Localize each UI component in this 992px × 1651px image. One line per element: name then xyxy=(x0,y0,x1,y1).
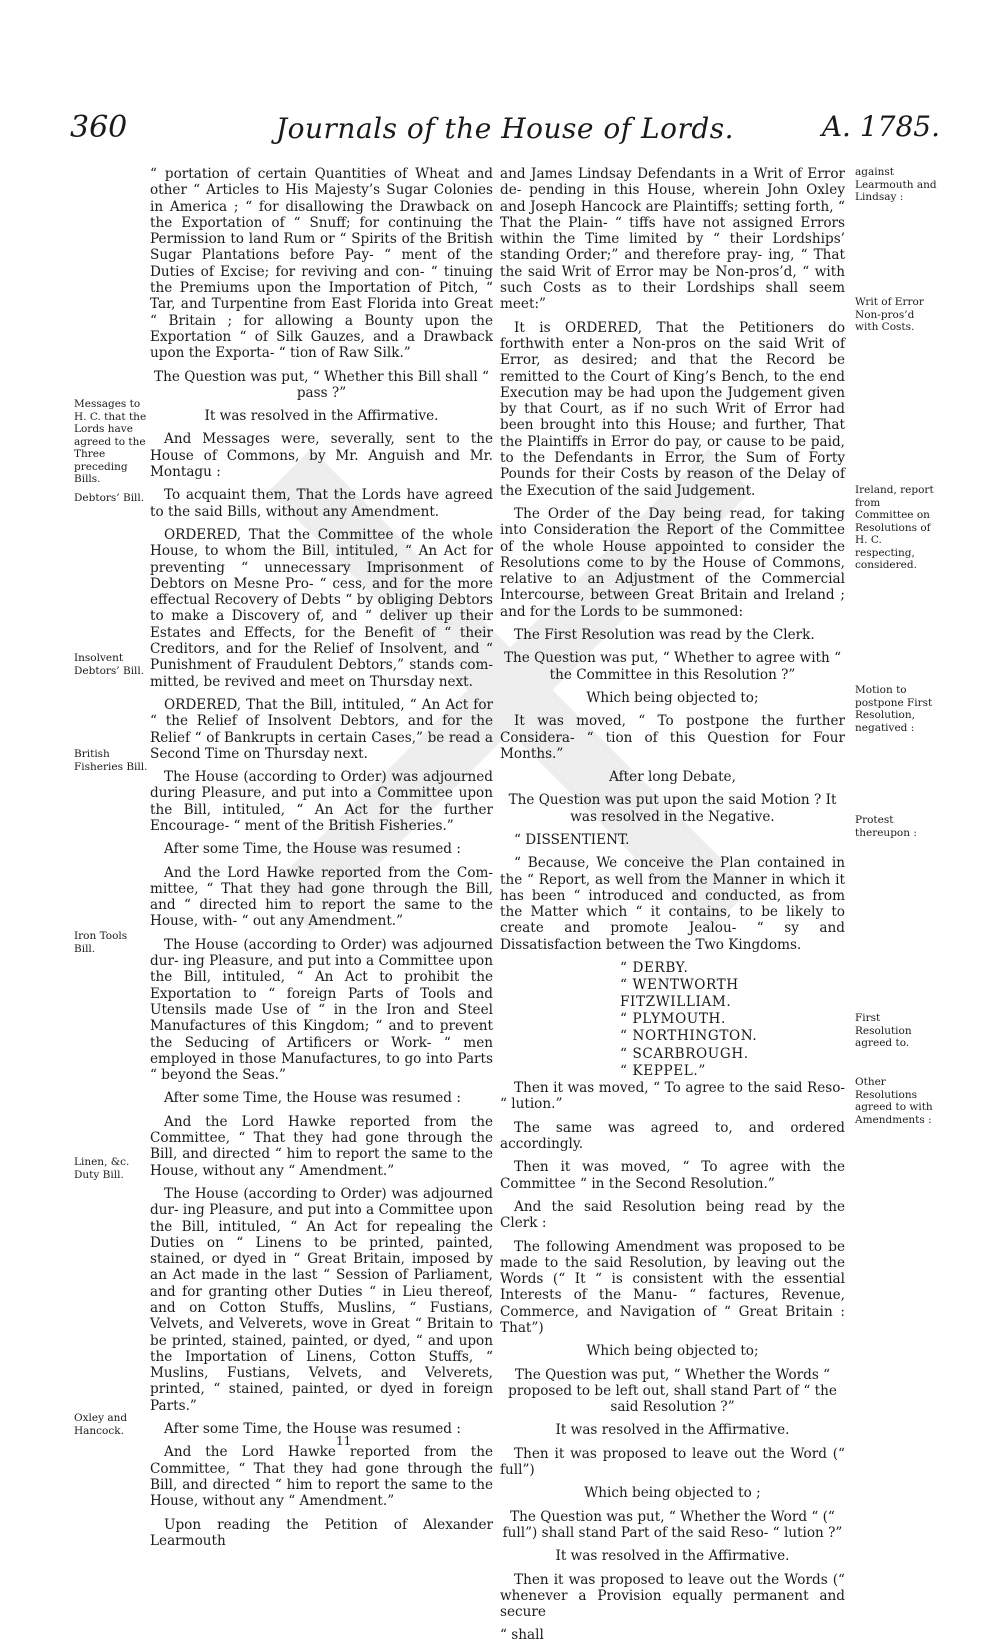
right-column-paragraph: “ DISSENTIENT. xyxy=(514,831,630,848)
right-column-paragraph: Which being objected to; xyxy=(586,1343,759,1360)
right-column-paragraph: “ shall xyxy=(500,1627,544,1644)
right-column-paragraph: The Question was put, “ Whether the Word “ (“ full”) shall stand Part of the said Reso- “ lution ?” xyxy=(502,1508,843,1541)
right-column-paragraph: And the said Resolution being read by the Clerk : xyxy=(500,1198,845,1232)
margin-note: Insolvent Debtors’ Bill. xyxy=(74,652,145,677)
right-column-paragraph: The Question was put upon the said Motion ? It was resolved in the Negative. xyxy=(508,792,837,825)
margin-note: British Fisheries Bill. xyxy=(74,748,148,773)
right-column-paragraph: The same was agreed to, and ordered accordingly. xyxy=(500,1119,845,1153)
right-column-paragraph: Then it was moved, “ To agree with the Committee “ in the Second Resolution.” xyxy=(500,1159,845,1192)
left-column-paragraph: “ portation of certain Quantities of Wheat and other “ Articles to His Majesty’s Sugar Colonies in America ; “ for disallowing the Drawback on the Exportation of “ Snuff; for continuing the Permission to land Rum or “ Spirits of the British Sugar Plantations before Pay- “ ment of the Duties of Excise; for reviving and con- “ tinuing the Premiums upon the Importation of Pitch, “ Tar, and Turpentine from East Florida into Great “ Britain ; for allowing a Bounty upon the Exportation “ of Silk Gauzes, and a Drawback upon the Exporta- “ tion of Raw Silk.” xyxy=(150,166,493,362)
right-column-paragraph: It is ORDERED, That the Petitioners do forthwith enter a Non-pros on the said Writ of Error, as desired; and that the Record be remitted to the Court of King’s Bench, to the end Execution may be had upon the Judgement given by that Court, as if no such Writ of Error had been brought into this House; and further, That the Plaintiffs in Error do pay, or cause to be paid, to the Defendants in Error, the Sum of Forty Pounds for their Costs by reason of the Delay of the Execution of the said Judgement. xyxy=(500,319,845,499)
margin-note: Ireland, report from Committee on Resolutions of H. C. respecting, considered. xyxy=(855,484,934,571)
left-column xyxy=(150,166,493,1556)
margin-note: Protest thereupon : xyxy=(855,814,917,839)
margin-note: Motion to postpone First Resolution, negatived : xyxy=(855,684,933,734)
right-column-paragraph: The Question was put, “ Whether the Words “ proposed to be left out, shall stand Part of “ the said Resolution ?” xyxy=(508,1366,837,1416)
right-column-paragraph: The following Amendment was proposed to be made to the said Resolution, by leaving out the Words (“ It “ is consistent with the essential Interests of the Manu- “ factures, Revenue, Commerce, and Navigation of “ Great Britain : That”) xyxy=(500,1238,845,1336)
printer-signature-mark: 11 xyxy=(336,1434,352,1448)
left-column-paragraph: To acquaint them, That the Lords have agreed to the said Bills, without any Amendment. xyxy=(150,487,493,520)
left-column-paragraph: The Question was put, “ Whether this Bill shall “ pass ?” xyxy=(154,368,489,401)
margin-note: Messages to H. C. that the Lords have agreed to the Three preceding Bills. xyxy=(74,398,147,485)
left-column-paragraph: And the Lord Hawke reported from the Committee, “ That they had gone through the Bill, and directed “ him to report the same to the House, without any “ Amendment.” xyxy=(150,1444,493,1510)
running-header xyxy=(70,108,940,152)
right-column-paragraph: Which being objected to; xyxy=(586,689,759,706)
left-column-paragraph: ORDERED, That the Committee of the whole House, to whom the Bill, intituled, “ An Act for preventing “ unnecessary Imprisonment of Debtors on Mesne Pro- “ cess, and for the more effectual Recovery of Debts “ by obliging Debtors to make a Discovery of, and “ deliver up their Estates and Effects, for the Benefit of “ their Creditors, and for the Relief of Insolvent, and “ Punishment of Fraudulent Debtors,” stands com- mitted, be revived and meet on Thursday next. xyxy=(150,526,493,690)
right-column-paragraph: The Question was put, “ Whether to agree with “ the Committee in this Resolution ?” xyxy=(503,650,842,683)
left-column-paragraph: And the Lord Hawke reported from the Com- mittee, “ That they had gone through the Bill, and “ directed him to report the same to the House, with- “ out any Amendment.” xyxy=(150,864,493,930)
page-number: 360 xyxy=(70,110,128,145)
year-mark: A. 1785. xyxy=(821,110,940,143)
right-column-paragraph: and James Lindsay Defendants in a Writ of Error de- pending in this House, wherein John Oxley and Joseph Hancock are Plaintiffs; setting forth, “ That the Plain- “ tiffs have not assigned Errors within the Time limited by “ their Lordships’ standing Order;” and therefore pray- ing, “ That the said Writ of Error may be Non-pros’d, “ with such Costs as to their Lordships shall seem meet:” xyxy=(500,166,845,313)
right-column-paragraph: “ WENTWORTH FITZWILLIAM. xyxy=(620,977,739,1010)
right-column-paragraph: Then it was proposed to leave out the Word (“ full”) xyxy=(500,1445,845,1479)
right-column-paragraph: It was resolved in the Affirmative. xyxy=(555,1548,790,1565)
left-column-paragraph: After some Time, the House was resumed : xyxy=(164,1421,461,1438)
left-column-paragraph: It was resolved in the Affirmative. xyxy=(204,408,439,425)
right-column-paragraph: “ DERBY. xyxy=(620,960,689,977)
left-column-paragraph: And Messages were, severally, sent to the House of Commons, by Mr. Anguish and Mr. Montagu : xyxy=(150,431,493,481)
right-column-paragraph: “ SCARBROUGH. xyxy=(620,1045,749,1062)
right-column-paragraph: “ KEPPEL.” xyxy=(620,1062,706,1079)
left-column-paragraph: The House (according to Order) was adjourned during Pleasure, and put into a Committee upon the Bill, intituled, “ An Act for the further Encourage- “ ment of the British Fisheries.” xyxy=(150,769,493,834)
right-column-paragraph: Which being objected to ; xyxy=(584,1485,761,1502)
left-column-paragraph: The House (according to Order) was adjourned dur- ing Pleasure, and put into a Committee upon the Bill, intituled, “ An Act to prohibit the Exportation to “ foreign Parts of Tools and Utensils made Use of “ in the Iron and Steel Manufactures of this Kingdom; “ and to prevent the Seducing of Artificers or Work- “ men employed in those Manufactures, to go into Parts “ beyond the Seas.” xyxy=(150,936,493,1084)
margin-note: Other Resolutions agreed to with Amendments : xyxy=(855,1076,933,1126)
margin-note: Iron Tools Bill. xyxy=(74,930,128,955)
margin-note: Linen, &c. Duty Bill. xyxy=(74,1156,130,1181)
margin-note: Oxley and Hancock. xyxy=(74,1412,128,1437)
margin-note: First Resolution agreed to. xyxy=(855,1012,912,1049)
margin-note: Debtors’ Bill. xyxy=(74,492,145,504)
right-column-paragraph: The Order of the Day being read, for taking into Consideration the Report of the Committee of the whole House appointed to consider the Resolutions come to by the House of Commons, relative to an Adjustment of the Commercial Intercourse, between Great Britain and Ireland ; and for the Lords to be summoned: xyxy=(500,505,845,620)
left-column-paragraph: Upon reading the Petition of Alexander Learmouth xyxy=(150,1516,493,1549)
right-column-paragraph: The First Resolution was read by the Clerk. xyxy=(514,627,815,644)
right-column-paragraph: After long Debate, xyxy=(609,769,736,786)
right-column-paragraph: Then it was moved, “ To agree to the said Reso- “ lution.” xyxy=(500,1080,845,1113)
left-column-paragraph: ORDERED, That the Bill, intituled, “ An Act for “ the Relief of Insolvent Debtors, and for the Relief “ of Bankrupts in certain Cases,” be read a Second Time on Thursday next. xyxy=(150,696,493,762)
margin-note: Writ of Error Non-pros’d with Costs. xyxy=(855,296,924,333)
page-title: Journals of the House of Lords. xyxy=(275,112,735,145)
left-column-paragraph: And the Lord Hawke reported from the Committee, “ That they had gone through the Bill, and directed “ him to report the same to the House, without any “ Amendment.” xyxy=(150,1113,493,1179)
left-column-paragraph: After some Time, the House was resumed : xyxy=(164,1090,461,1107)
left-column-paragraph: The House (according to Order) was adjourned dur- ing Pleasure, and put into a Committee upon the Bill, intituled, “ An Act for repealing the Duties on “ Linens to be printed, painted, stained, or dyed in “ Great Britain, imposed by an Act made in the last “ Session of Parliament, and for granting other Duties “ in Lieu thereof, and on Cotton Stuffs, Muslins, “ Fustians, Velvets, and Velverets, wove in Great “ Britain to be printed, stained, painted, or dyed, “ and upon the Importation of Linens, Cotton Stuffs, “ Muslins, Fustians, Velvets, and Velverets, printed, “ stained, painted, or dyed in foreign Parts.” xyxy=(150,1185,493,1414)
right-column-paragraph: “ PLYMOUTH. xyxy=(620,1010,726,1027)
margin-note: against Learmouth and Lindsay : xyxy=(855,166,937,203)
right-column-paragraph: “ NORTHINGTON. xyxy=(620,1028,758,1045)
right-column-paragraph: It was moved, “ To postpone the further Considera- “ tion of this Question for Four Months.” xyxy=(500,713,845,762)
right-column-paragraph: “ Because, We conceive the Plan contained in the “ Report, as well from the Manner in which it has been “ introduced and conducted, as from the Matter which “ it contains, to be likely to create and promote Jealou- “ sy and Dissatisfaction between the Two Kingdoms. xyxy=(500,855,845,953)
left-column-paragraph: After some Time, the House was resumed : xyxy=(164,841,461,858)
right-column-paragraph: Then it was proposed to leave out the Words (“ whenever a Provision equally permanent and secure xyxy=(500,1571,845,1621)
right-column xyxy=(500,166,845,1651)
right-column-paragraph: It was resolved in the Affirmative. xyxy=(555,1422,790,1439)
